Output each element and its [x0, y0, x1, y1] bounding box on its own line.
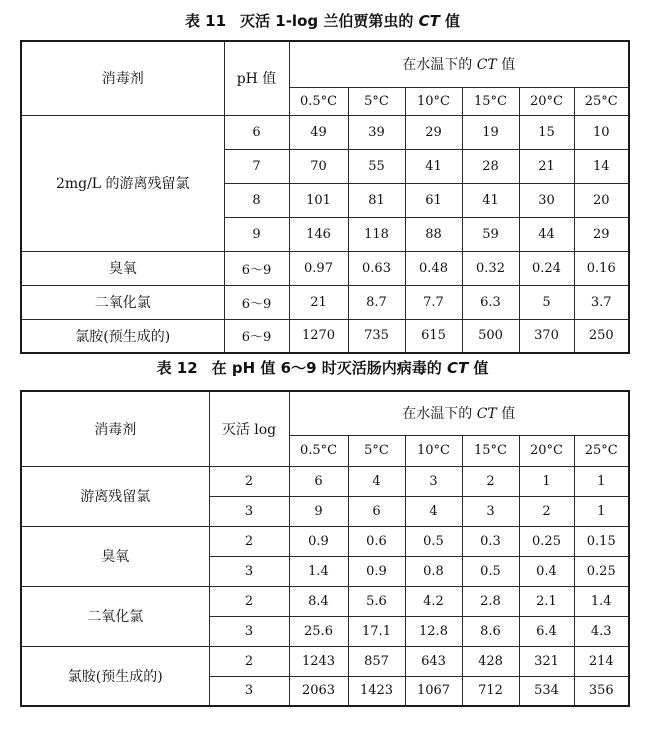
- ct-value: 735: [348, 319, 405, 353]
- table-row: [21, 115, 629, 149]
- table-row: [21, 319, 629, 353]
- ct-value: 49: [289, 115, 348, 149]
- table-11-caption: [0, 11, 645, 31]
- ct-value: 12.8: [405, 616, 462, 646]
- ct-value: 1: [574, 466, 629, 496]
- disinfectant-name: 氯胺(预生成的): [21, 646, 209, 706]
- ph-value: 6～9: [224, 319, 289, 353]
- table-row: [21, 526, 629, 556]
- ct-value: 1: [574, 496, 629, 526]
- temperature-header: 25°C: [574, 87, 629, 115]
- disinfectant-header: 消毒剂: [21, 41, 224, 115]
- ct-value: 70: [289, 149, 348, 183]
- ct-value: 118: [348, 217, 405, 251]
- ct-value: 857: [348, 646, 405, 676]
- ph-value: 6～9: [224, 251, 289, 285]
- table-11: [20, 40, 630, 354]
- header-row: [21, 41, 629, 87]
- ct-value: 59: [462, 217, 519, 251]
- ct-value: 41: [405, 149, 462, 183]
- ct-value: 28: [462, 149, 519, 183]
- ct-value: 41: [462, 183, 519, 217]
- disinfectant-name: 臭氧: [21, 251, 224, 285]
- ct-value: 1243: [289, 646, 348, 676]
- ct-value: 19: [462, 115, 519, 149]
- ph-value: 7: [224, 149, 289, 183]
- log-value: 2: [209, 646, 289, 676]
- ph-value: 6～9: [224, 285, 289, 319]
- temperature-header: 10°C: [405, 435, 462, 466]
- ct-value: 4: [405, 496, 462, 526]
- water-temp-header: [289, 41, 629, 87]
- ct-value: 0.4: [519, 556, 574, 586]
- ct-value: 0.15: [574, 526, 629, 556]
- ct-value: 4.2: [405, 586, 462, 616]
- ct-value: 6.4: [519, 616, 574, 646]
- water-temp-header: [289, 391, 629, 435]
- ct-value: 6: [348, 496, 405, 526]
- ct-value: 0.8: [405, 556, 462, 586]
- log-value: 2: [209, 526, 289, 556]
- disinfectant-name: 二氧化氯: [21, 586, 209, 646]
- ct-value: 30: [519, 183, 574, 217]
- ct-value: 2.8: [462, 586, 519, 616]
- ct-value: 0.63: [348, 251, 405, 285]
- ct-value: 321: [519, 646, 574, 676]
- water-temp-header-post: 值: [496, 57, 516, 74]
- table-12-title-pre: 在 pH 值 6～9 时灭活肠内病毒的: [211, 359, 447, 377]
- ct-value: 21: [289, 285, 348, 319]
- ct-value: 14: [574, 149, 629, 183]
- ct-value: 0.32: [462, 251, 519, 285]
- table-row: [21, 586, 629, 616]
- ct-value: 39: [348, 115, 405, 149]
- ct-value: 88: [405, 217, 462, 251]
- ct-value: 21: [519, 149, 574, 183]
- ct-value: 44: [519, 217, 574, 251]
- ct-value: 1: [519, 466, 574, 496]
- table-row: [21, 466, 629, 496]
- ct-value: 2.1: [519, 586, 574, 616]
- ct-value: 534: [519, 676, 574, 706]
- ct-value: 0.24: [519, 251, 574, 285]
- ct-value: 20: [574, 183, 629, 217]
- table-11-title-ct: CT: [418, 12, 440, 30]
- ct-value: 15: [519, 115, 574, 149]
- ct-value: 146: [289, 217, 348, 251]
- ct-value: 2: [462, 466, 519, 496]
- ct-value: 7.7: [405, 285, 462, 319]
- ct-value: 25.6: [289, 616, 348, 646]
- log-value: 3: [209, 556, 289, 586]
- ct-value: 0.6: [348, 526, 405, 556]
- temperature-header: 5°C: [348, 87, 405, 115]
- log-value: 3: [209, 676, 289, 706]
- ct-value: 0.3: [462, 526, 519, 556]
- ct-value: 29: [574, 217, 629, 251]
- ct-value: 29: [405, 115, 462, 149]
- temperature-header: 0.5°C: [289, 435, 348, 466]
- table-12-title-ct: CT: [446, 359, 469, 377]
- ct-value: 0.25: [574, 556, 629, 586]
- log-value: 3: [209, 496, 289, 526]
- water-temp-header-ct: CT: [476, 57, 497, 74]
- ct-value: 0.9: [289, 526, 348, 556]
- header-row: [21, 391, 629, 435]
- temperature-header: 15°C: [462, 87, 519, 115]
- water-temp-header-ct: CT: [476, 406, 497, 423]
- table-row: [21, 251, 629, 285]
- temperature-header: 25°C: [574, 435, 629, 466]
- table-11-title-post: 值: [439, 12, 461, 30]
- table-11-number: 表 11: [184, 12, 227, 30]
- ct-value: 0.48: [405, 251, 462, 285]
- ct-value: 61: [405, 183, 462, 217]
- table-row: [21, 285, 629, 319]
- log-header: 灭活 log: [209, 391, 289, 466]
- table-12-caption: [0, 358, 645, 378]
- ct-value: 4: [348, 466, 405, 496]
- ct-value: 500: [462, 319, 519, 353]
- ct-value: 4.3: [574, 616, 629, 646]
- temperature-header: 10°C: [405, 87, 462, 115]
- ct-value: 615: [405, 319, 462, 353]
- ct-value: 0.5: [462, 556, 519, 586]
- log-value: 2: [209, 586, 289, 616]
- ct-value: 6: [289, 466, 348, 496]
- ct-value: 356: [574, 676, 629, 706]
- ct-value: 5.6: [348, 586, 405, 616]
- ct-value: 9: [289, 496, 348, 526]
- ct-value: 1.4: [289, 556, 348, 586]
- disinfectant-header: 消毒剂: [21, 391, 209, 466]
- ct-value: 0.9: [348, 556, 405, 586]
- table-12-title-post: 值: [468, 359, 489, 377]
- ct-value: 1270: [289, 319, 348, 353]
- ct-value: 370: [519, 319, 574, 353]
- ct-value: 17.1: [348, 616, 405, 646]
- ct-value: 2063: [289, 676, 348, 706]
- ct-value: 643: [405, 646, 462, 676]
- disinfectant-name: 二氧化氯: [21, 285, 224, 319]
- ct-value: 3: [462, 496, 519, 526]
- ct-value: 0.25: [519, 526, 574, 556]
- ct-value: 5: [519, 285, 574, 319]
- ct-value: 101: [289, 183, 348, 217]
- ct-value: 3.7: [574, 285, 629, 319]
- ph-value: 8: [224, 183, 289, 217]
- ct-value: 1.4: [574, 586, 629, 616]
- ct-value: 428: [462, 646, 519, 676]
- disinfectant-name: 游离残留氯: [21, 466, 209, 526]
- table-11-title-pre: 灭活 1-log 兰伯贾第虫的: [240, 12, 419, 30]
- water-temp-header-pre: 在水温下的: [402, 57, 477, 74]
- ct-value: 8.7: [348, 285, 405, 319]
- disinfectant-name: 臭氧: [21, 526, 209, 586]
- ct-value: 8.6: [462, 616, 519, 646]
- table-row: [21, 646, 629, 676]
- temperature-header: 20°C: [519, 435, 574, 466]
- ct-value: 81: [348, 183, 405, 217]
- ph-value: 9: [224, 217, 289, 251]
- ct-value: 1067: [405, 676, 462, 706]
- ct-value: 8.4: [289, 586, 348, 616]
- ct-value: 55: [348, 149, 405, 183]
- ph-header: pH 值: [224, 41, 289, 115]
- ct-value: 3: [405, 466, 462, 496]
- temperature-header: 20°C: [519, 87, 574, 115]
- disinfectant-name: 2mg/L 的游离残留氯: [21, 115, 224, 251]
- table-12-number: 表 12: [156, 359, 198, 377]
- ph-value: 6: [224, 115, 289, 149]
- ct-value: 6.3: [462, 285, 519, 319]
- ct-value: 712: [462, 676, 519, 706]
- ct-value: 0.5: [405, 526, 462, 556]
- ct-value: 214: [574, 646, 629, 676]
- ct-value: 10: [574, 115, 629, 149]
- ct-value: 1423: [348, 676, 405, 706]
- table-12: [20, 390, 630, 707]
- ct-value: 0.97: [289, 251, 348, 285]
- ct-value: 250: [574, 319, 629, 353]
- temperature-header: 0.5°C: [289, 87, 348, 115]
- water-temp-header-pre: 在水温下的: [402, 406, 477, 423]
- ct-value: 0.16: [574, 251, 629, 285]
- disinfectant-name: 氯胺(预生成的): [21, 319, 224, 353]
- log-value: 2: [209, 466, 289, 496]
- temperature-header: 5°C: [348, 435, 405, 466]
- temperature-header: 15°C: [462, 435, 519, 466]
- log-value: 3: [209, 616, 289, 646]
- ct-value: 2: [519, 496, 574, 526]
- water-temp-header-post: 值: [496, 406, 516, 423]
